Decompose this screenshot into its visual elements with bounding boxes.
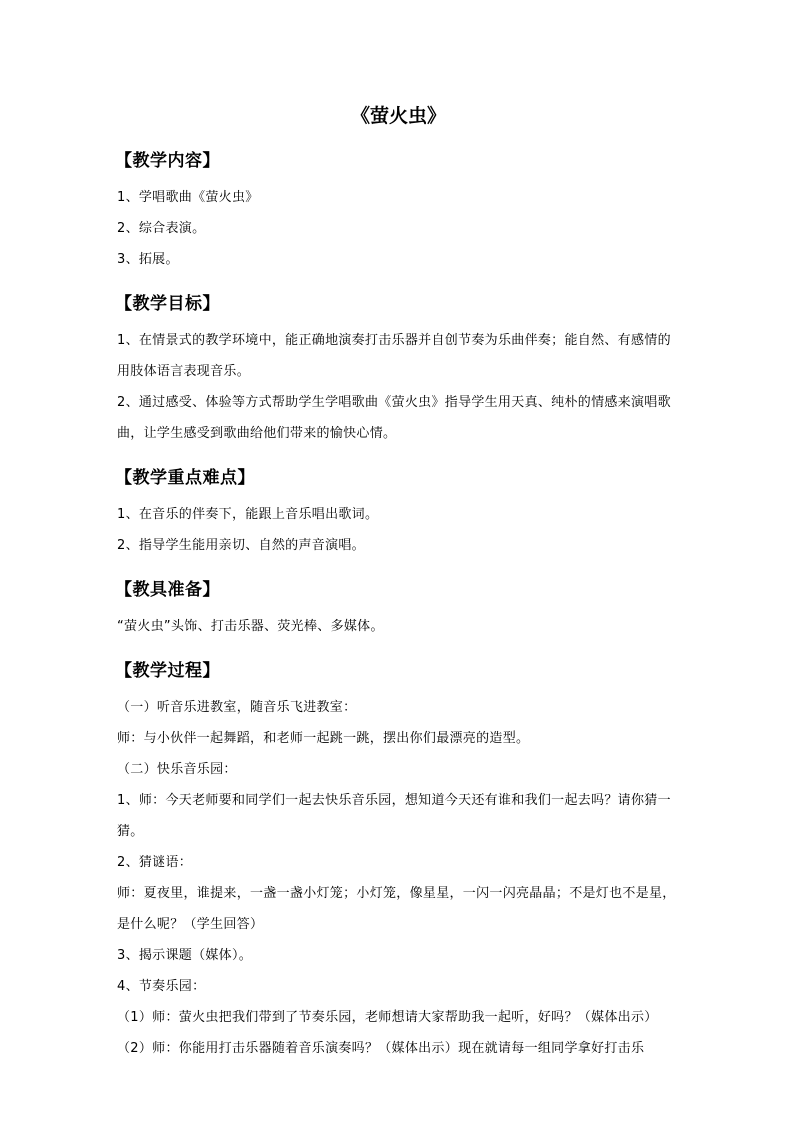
section-teaching-process [117, 656, 680, 1064]
section-teaching-aids [117, 575, 680, 642]
paragraph: 师：夏夜里，谁提来，一盏一盏小灯笼；小灯笼，像星星，一闪一闪亮晶晶；不是灯也不是星，是什么呢？（学生回答） [117, 886, 676, 932]
paragraph: （2）师：你能用打击乐器随着音乐演奏吗？（媒体出示）现在就请每一组同学拿好打击乐 [117, 1041, 645, 1056]
paragraph: 4、节奏乐园： [117, 979, 206, 994]
document-body [117, 100, 680, 1064]
section-heading: 【教学目标】 [115, 294, 220, 314]
paragraph: 2、指导学生能用亲切、自然的声音演唱。 [117, 538, 365, 553]
paragraph: （1）师：萤火虫把我们带到了节奏乐园，老师想请大家帮助我一起听，好吗？（媒体出示） [117, 1010, 658, 1025]
paragraph: 1、在情景式的教学环境中，能正确地演奏打击乐器并自创节奏为乐曲伴奏；能自然、有感情的用肢体语言表现音乐。 [117, 333, 671, 379]
section-key-difficulties [117, 463, 680, 561]
document-title: 《萤火虫》 [350, 105, 446, 127]
section-heading: 【教具准备】 [115, 580, 220, 600]
paragraph: “萤火虫”头饰、打击乐器、荧光棒、多媒体。 [117, 619, 384, 634]
paragraph: 1、学唱歌曲《萤火虫》 [117, 190, 259, 205]
paragraph: （二）快乐音乐园： [117, 762, 237, 777]
paragraph: 3、拓展。 [117, 252, 179, 267]
paragraph: （一）听音乐进教室，随音乐飞进教室： [117, 700, 357, 715]
paragraph: 2、通过感受、体验等方式帮助学生学唱歌曲《萤火虫》指导学生用天真、纯朴的情感来演唱歌曲，让学生感受到歌曲给他们带来的愉快心情。 [117, 395, 671, 441]
section-heading: 【教学重点难点】 [115, 468, 255, 488]
paragraph: 1、在音乐的伴奏下，能跟上音乐唱出歌词。 [117, 507, 379, 522]
paragraph: 2、综合表演。 [117, 221, 206, 236]
paragraph: 1、师：今天老师要和同学们一起去快乐音乐园，想知道今天还有谁和我们一起去吗？请你猜一猜。 [117, 793, 671, 839]
section-teaching-goals [117, 289, 680, 449]
section-teaching-content [117, 146, 680, 275]
section-heading: 【教学内容】 [115, 151, 220, 171]
paragraph: 师：与小伙伴一起舞蹈，和老师一起跳一跳，摆出你们最漂亮的造型。 [117, 731, 530, 746]
section-heading: 【教学过程】 [115, 661, 220, 681]
paragraph: 2、猜谜语： [117, 855, 193, 870]
paragraph: 3、揭示课题（媒体）。 [117, 948, 253, 963]
